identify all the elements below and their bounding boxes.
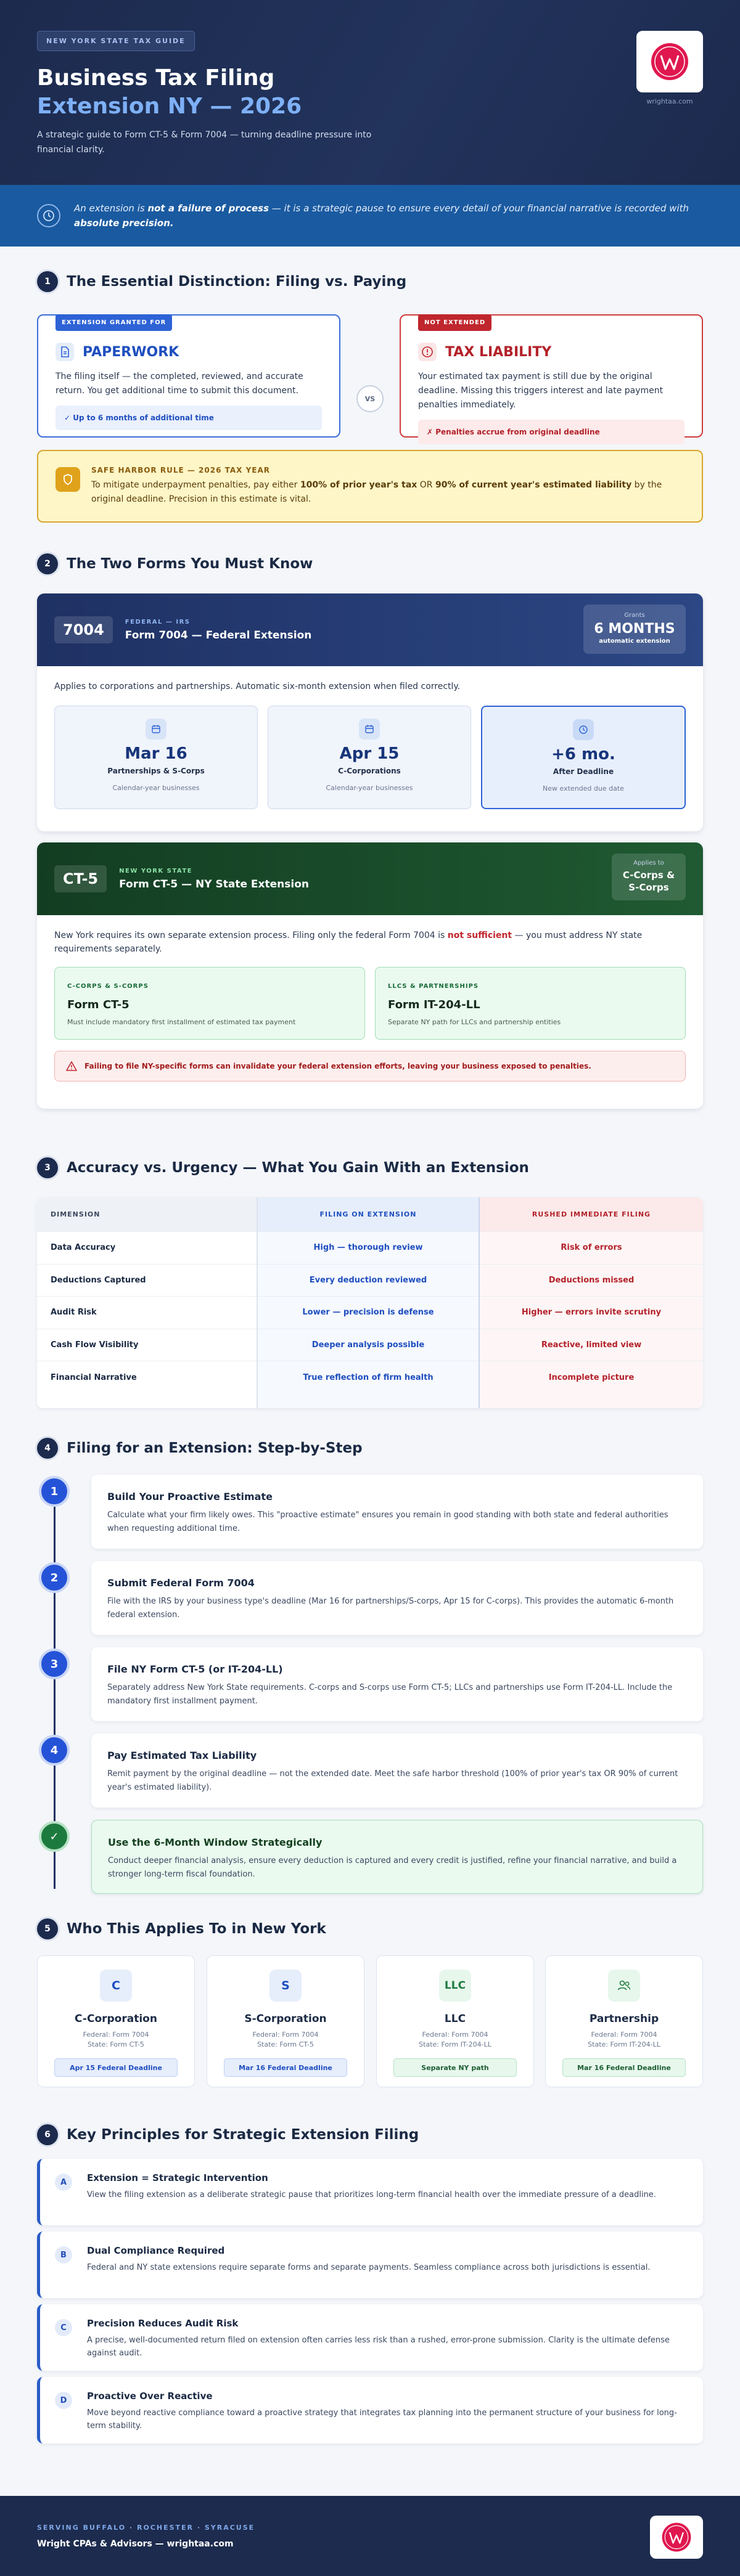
entity-card-partnership: Partnership Federal: Form 7004 State: Form IT-204-LL Mar 16 Federal Deadline: [545, 1955, 703, 2087]
paperwork-title: PAPERWORK: [83, 344, 179, 360]
step-marker: 3: [39, 1649, 70, 1679]
applies-badge: Applies to C-Corps & S-Corps: [612, 854, 686, 900]
form-ct5-header: [37, 842, 703, 915]
principle-letter: D: [55, 2392, 72, 2409]
footer: [0, 2496, 740, 2576]
deadline-chip: Separate NY path: [393, 2058, 517, 2077]
brand-logo[interactable]: [636, 31, 703, 92]
footer-cities: SERVING BUFFALO · ROCHESTER · SYRACUSE: [37, 2524, 255, 2532]
step-title: File NY Form CT-5 (or IT-204-LL): [107, 1663, 283, 1675]
s-corp-icon: S: [269, 1970, 302, 2002]
section-heading: Who This Applies To in New York: [67, 1921, 326, 1937]
paperwork-pill: ✓ Up to 6 months of additional time: [56, 406, 322, 430]
step-card: [91, 1734, 703, 1808]
form-7004-card: [37, 593, 703, 831]
step-card-final: [91, 1820, 703, 1894]
section-heading: Filing for an Extension: Step-by-Step: [67, 1440, 363, 1456]
alert-circle-icon: [418, 343, 437, 361]
step-text: Separately address New York State requirements. C-corps and S-corps use Form CT-5; LLCs and partnerships use Form IT-204-LL. Include the mandatory first installment payment.: [107, 1683, 673, 1706]
table-cell: Lower — precision is defense: [258, 1297, 479, 1329]
liability-tag: NOT EXTENDED: [418, 314, 491, 331]
principle-card: [37, 2232, 703, 2298]
table-cell: Incomplete picture: [548, 1373, 635, 1383]
people-icon: [608, 1970, 640, 2002]
section-5-title: [37, 1918, 326, 1939]
table-cell: Data Accuracy: [37, 1232, 257, 1265]
table-cell: Deductions missed: [480, 1265, 703, 1297]
form-sub: FEDERAL — IRS: [125, 618, 191, 626]
step-title: Use the 6-Month Window Strategically: [108, 1836, 323, 1848]
liability-pill: ✗ Penalties accrue from original deadline: [418, 420, 684, 444]
table-cell: Risk of errors: [480, 1232, 703, 1265]
page-subtitle: Extension NY — 2026: [37, 94, 302, 119]
hero-header: [0, 0, 740, 185]
liability-text: Your estimated tax payment is still due by the original deadline. Missing this triggers interest and late payment penalties immediately.: [418, 372, 664, 410]
principle-title: Extension = Strategic Intervention: [87, 2172, 268, 2183]
w-logo-icon: [650, 42, 689, 81]
safe-harbor-title: SAFE HARBOR RULE — 2026 TAX YEAR: [91, 466, 270, 475]
form-7004-description: Applies to corporations and partnerships. Automatic six-month extension when filed correctly.: [54, 682, 461, 691]
section-number: 3: [37, 1157, 58, 1178]
form-ct5-card: [37, 842, 703, 1109]
principle-title: Dual Compliance Required: [87, 2245, 225, 2256]
table-cell: Higher — errors invite scrutiny: [480, 1297, 703, 1329]
section-number: 6: [37, 2124, 58, 2145]
section-heading: The Essential Distinction: Filing vs. Paying: [67, 274, 407, 290]
step-text: File with the IRS by your business type's deadline (Mar 16 for partnerships/S-corps, Apr 15 for C-corps). This provides the automatic 6-month federal extension.: [107, 1597, 674, 1620]
document-icon: [56, 343, 74, 361]
paperwork-tag: EXTENSION GRANTED FOR: [56, 314, 172, 331]
principle-letter: A: [55, 2174, 72, 2191]
form-title: Form 7004 — Federal Extension: [125, 629, 312, 642]
step-text: Remit payment by the original deadline — not the extended date. Meet the safe harbor threshold (100% of prior year's tax OR 90% of current year's estimated liability).: [107, 1769, 678, 1792]
deadline-chip: Mar 16 Federal Deadline: [224, 2058, 347, 2077]
paperwork-card: [37, 314, 340, 438]
extension-column: [258, 1197, 480, 1408]
llc-icon: LLC: [439, 1970, 471, 2002]
principle-letter: B: [55, 2246, 72, 2264]
table-cell: True reflection of firm health: [303, 1373, 434, 1383]
w-logo-icon: [661, 2522, 692, 2553]
table-cell: High — thorough review: [258, 1232, 479, 1265]
entity-card-c-corp: C C-Corporation Federal: Form 7004 State: Form CT-5 Apr 15 Federal Deadline: [37, 1955, 195, 2087]
entity-card-llc: LLC LLC Federal: Form 7004 State: Form IT-204-LL Separate NY path: [376, 1955, 534, 2087]
deadline-card: Apr 15 C-Corporations Calendar-year businesses: [268, 706, 471, 809]
section-2-title: [37, 553, 313, 574]
principle-letter: C: [55, 2319, 72, 2336]
warning-triangle-icon: [66, 1061, 77, 1071]
principle-card: [37, 2377, 703, 2444]
intro-band: [0, 185, 740, 247]
hero-kicker: NEW YORK STATE TAX GUIDE: [37, 31, 195, 51]
dimension-column: [37, 1197, 258, 1408]
hero-description: A strategic guide to Form CT-5 & Form 7004 — turning deadline pressure into financial clarity.: [37, 130, 372, 155]
section-heading: Accuracy vs. Urgency — What You Gain With an Extension: [67, 1160, 529, 1176]
safe-harbor-text: To mitigate underpayment penalties, pay either 100% of prior year's tax OR 90% of current year's estimated liability by the original deadline. Precision in this estimate is vital.: [91, 480, 662, 504]
table-cell: Deductions Captured: [37, 1265, 257, 1297]
step-marker: 1: [39, 1476, 70, 1507]
footer-logo[interactable]: [650, 2516, 703, 2559]
principle-text: Move beyond reactive compliance toward a proactive strategy that integrates tax planning into the permanent structure of your business for long-term stability.: [87, 2408, 677, 2431]
section-number: 2: [37, 553, 58, 574]
step-title: Submit Federal Form 7004: [107, 1577, 255, 1589]
table-cell: Deeper analysis possible: [258, 1329, 479, 1362]
step-text: Calculate what your firm likely owes. This "proactive estimate" ensures you remain in good standing with both state and federal authorities when requesting additional time.: [107, 1510, 668, 1533]
clock-icon: [573, 719, 594, 740]
section-heading: Key Principles for Strategic Extension Filing: [67, 2127, 419, 2143]
table-cell: Financial Narrative: [51, 1373, 137, 1383]
table-cell: Cash Flow Visibility: [37, 1329, 257, 1362]
deadline-list: [54, 706, 686, 809]
intro-statement: An extension is not a failure of process — it is a strategic pause to ensure every detail of your financial narrative is recorded with absolute precision.: [74, 203, 689, 229]
step-marker: 4: [39, 1735, 70, 1766]
principle-card: [37, 2304, 703, 2371]
table-cell: Every deduction reviewed: [258, 1265, 479, 1297]
principle-text: Federal and NY state extensions require separate forms and separate payments. Seamless compliance across both jurisdictions is essential.: [87, 2263, 651, 2272]
table-cell: Audit Risk: [37, 1297, 257, 1329]
principle-text: View the filing extension as a deliberate strategic pause that prioritizes long-term financial health over the immediate pressure of a deadline.: [87, 2190, 656, 2199]
rushed-column: [480, 1197, 703, 1408]
section-1-title: [37, 271, 406, 292]
principle-card: [37, 2159, 703, 2225]
step-marker: 2: [39, 1562, 70, 1593]
form-sub: NEW YORK STATE: [119, 867, 193, 874]
form-code: 7004: [54, 616, 113, 643]
clock-icon: [37, 204, 60, 227]
tax-liability-card: [400, 314, 703, 438]
liability-title: TAX LIABILITY: [445, 344, 552, 360]
principle-title: Proactive Over Reactive: [87, 2391, 213, 2402]
step-card: [91, 1647, 703, 1721]
step-text: Conduct deeper financial analysis, ensure every deduction is captured and every credit is justified, refine your financial narrative, and build a stronger long-term fiscal foundation.: [108, 1856, 677, 1879]
table-header: RUSHED IMMEDIATE FILING: [480, 1197, 703, 1232]
section-heading: The Two Forms You Must Know: [67, 556, 313, 572]
c-corp-icon: C: [100, 1970, 132, 2002]
deadline-card: Mar 16 Partnerships & S-Corps Calendar-year businesses: [54, 706, 258, 809]
ny-form-box: C-CORPS & S-CORPS Form CT-5 Must include mandatory first installment of estimated tax payment: [54, 967, 365, 1040]
form-ct5-description: New York requires its own separate extension process. Filing only the federal Form 7004 is not sufficient — you must address NY state requirements separately.: [54, 931, 643, 954]
form-title: Form CT-5 — NY State Extension: [119, 878, 309, 891]
section-3-title: [37, 1157, 529, 1178]
section-number: 4: [37, 1438, 58, 1459]
step-card: [91, 1475, 703, 1549]
step-title: Build Your Proactive Estimate: [107, 1491, 273, 1502]
grants-badge: Grants 6 MONTHS automatic extension: [583, 605, 686, 654]
deadline-chip: Apr 15 Federal Deadline: [54, 2058, 178, 2077]
deadline-card-extended: +6 mo. After Deadline New extended due date: [481, 706, 686, 809]
logo-url[interactable]: wrightaa.com: [646, 97, 693, 105]
paperwork-text: The filing itself — the completed, reviewed, and accurate return. You get additional time to submit this document.: [56, 372, 303, 396]
form-code: CT-5: [54, 865, 107, 892]
calendar-icon: [146, 719, 166, 740]
section-number: 5: [37, 1918, 58, 1939]
ny-warning: Failing to file NY-specific forms can invalidate your federal extension efforts, leaving your business exposed to penalties.: [54, 1051, 686, 1082]
table-cell: Reactive, limited view: [480, 1329, 703, 1362]
table-header: DIMENSION: [37, 1197, 257, 1232]
section-number: 1: [37, 271, 58, 292]
step-title: Pay Estimated Tax Liability: [107, 1750, 257, 1761]
shield-icon: [56, 467, 80, 492]
principle-text: A precise, well-documented return filed on extension often carries less risk than a rushed, error-prone submission. Clarity is the ultimate defense against audit.: [87, 2336, 670, 2358]
step-card: [91, 1561, 703, 1635]
table-header: FILING ON EXTENSION: [258, 1197, 479, 1232]
step-check-marker: ✓: [39, 1821, 70, 1852]
vs-badge: VS: [356, 385, 384, 412]
entity-card-s-corp: S S-Corporation Federal: Form 7004 State: Form CT-5 Mar 16 Federal Deadline: [207, 1955, 364, 2087]
section-4-title: [37, 1438, 363, 1459]
footer-firm-link[interactable]: Wright CPAs & Advisors — wrightaa.com: [37, 2539, 234, 2549]
ny-form-list: [54, 967, 686, 1040]
calendar-icon: [359, 719, 380, 740]
comparison-table: [37, 1197, 703, 1408]
ny-form-box: LLCS & PARTNERSHIPS Form IT-204-LL Separate NY path for LLCs and partnership entities: [375, 967, 686, 1040]
principle-title: Precision Reduces Audit Risk: [87, 2318, 239, 2329]
form-7004-header: [37, 593, 703, 666]
page-title: Business Tax Filing: [37, 65, 275, 91]
safe-harbor-callout: [37, 450, 703, 523]
section-6-title: [37, 2124, 419, 2145]
deadline-chip: Mar 16 Federal Deadline: [562, 2058, 686, 2077]
